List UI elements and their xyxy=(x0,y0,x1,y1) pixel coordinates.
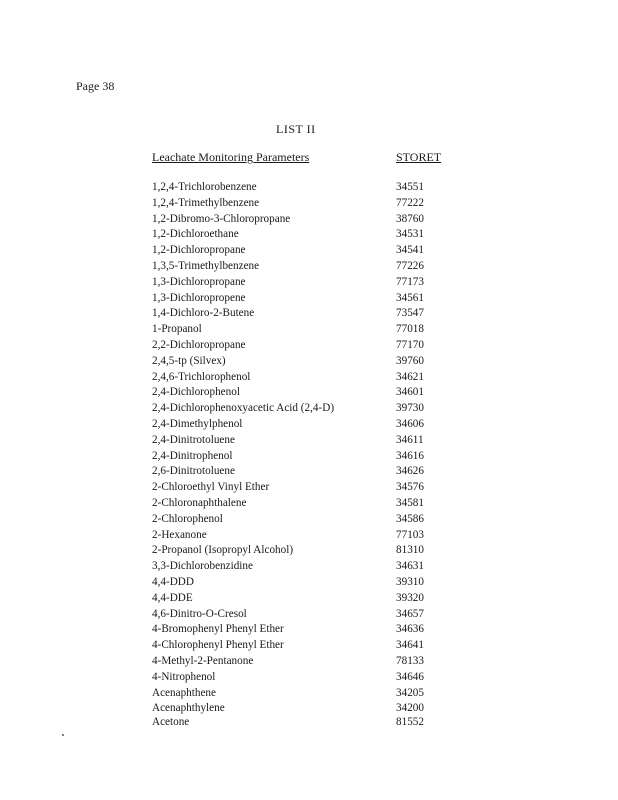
storet-code: 34581 xyxy=(396,496,424,509)
parameter-column-header: Leachate Monitoring Parameters xyxy=(152,150,310,164)
parameter-name: 2,4,5-tp (Silvex) xyxy=(152,354,226,367)
storet-code: 34576 xyxy=(396,481,424,494)
storet-code: 34631 xyxy=(396,560,424,573)
table-row xyxy=(0,196,618,212)
page-number: Page 38 xyxy=(76,79,115,93)
table-row xyxy=(0,212,618,228)
storet-code: 39320 xyxy=(396,591,424,604)
parameter-name: 2,2-Dichloropropane xyxy=(152,338,246,351)
table-row xyxy=(0,259,618,275)
table-row xyxy=(0,654,618,670)
parameter-name: 1-Propanol xyxy=(152,323,202,336)
table-row xyxy=(0,512,618,528)
storet-code: 34621 xyxy=(396,370,424,383)
parameter-name: 4-Bromophenyl Phenyl Ether xyxy=(152,623,284,636)
storet-code: 34200 xyxy=(396,702,424,715)
storet-code: 34641 xyxy=(396,639,424,652)
parameter-name: 1,4-Dichloro-2-Butene xyxy=(152,307,255,320)
scan-speck xyxy=(62,734,64,736)
table-row xyxy=(0,528,618,544)
table-row xyxy=(0,306,618,322)
storet-code: 81310 xyxy=(396,544,424,557)
parameter-name: Acenaphthylene xyxy=(152,702,225,715)
table-row xyxy=(0,370,618,386)
table-row xyxy=(0,401,618,417)
parameter-name: 1,2,4-Trimethylbenzene xyxy=(152,196,260,209)
parameter-name: 1,2-Dibromo-3-Chloropropane xyxy=(152,212,291,225)
table-row xyxy=(0,701,618,715)
table-row xyxy=(0,417,618,433)
table-row xyxy=(0,622,618,638)
parameter-name: 4-Methyl-2-Pentanone xyxy=(152,654,254,667)
storet-code: 78133 xyxy=(396,654,424,667)
parameter-name: 2-Chloronaphthalene xyxy=(152,496,247,509)
parameter-name: 1,2-Dichloropropane xyxy=(152,244,246,257)
storet-code: 34601 xyxy=(396,386,424,399)
storet-code: 39760 xyxy=(396,354,424,367)
storet-code: 34541 xyxy=(396,244,424,257)
storet-code: 34657 xyxy=(396,607,424,620)
parameter-name: 1,3-Dichloropropane xyxy=(152,275,246,288)
storet-code: 34551 xyxy=(396,181,424,193)
parameter-name: 4-Chlorophenyl Phenyl Ether xyxy=(152,639,284,652)
storet-code: 34531 xyxy=(396,228,424,241)
storet-column-header: STORET xyxy=(396,150,442,164)
table-row xyxy=(0,686,618,702)
parameter-name: 1,2,4-Trichlorobenzene xyxy=(152,181,257,193)
table-row xyxy=(0,275,618,291)
parameter-name: 3,3-Dichlorobenzidine xyxy=(152,560,253,573)
parameter-name: Acetone xyxy=(152,716,190,729)
table-row xyxy=(0,291,618,307)
storet-code: 34636 xyxy=(396,623,424,636)
parameter-name: 2-Propanol (Isopropyl Alcohol) xyxy=(152,544,294,557)
storet-code: 38760 xyxy=(396,212,424,225)
table-row xyxy=(0,607,618,623)
table-row xyxy=(0,480,618,496)
storet-code: 77018 xyxy=(396,323,424,336)
storet-code: 34561 xyxy=(396,291,424,304)
table-row xyxy=(0,322,618,338)
table-row xyxy=(0,464,618,480)
storet-code: 39730 xyxy=(396,402,424,415)
list-title: LIST II xyxy=(276,122,316,136)
table-row xyxy=(0,496,618,512)
parameter-name: Acenaphthene xyxy=(152,686,216,699)
parameter-name: 2,4-Dinitrophenol xyxy=(152,449,233,462)
storet-code: 77103 xyxy=(396,528,424,541)
parameter-name: 4-Nitrophenol xyxy=(152,670,216,683)
parameter-name: 1,3-Dichloropropene xyxy=(152,291,246,304)
table-row xyxy=(0,543,618,559)
storet-code: 34616 xyxy=(396,449,424,462)
storet-code: 34626 xyxy=(396,465,424,478)
table-row xyxy=(0,449,618,465)
table-row xyxy=(0,227,618,243)
storet-code: 73547 xyxy=(396,307,424,320)
parameter-list xyxy=(0,180,618,729)
storet-code: 81552 xyxy=(396,716,424,729)
table-row xyxy=(0,559,618,575)
parameter-name: 2,6-Dinitrotoluene xyxy=(152,465,235,478)
parameter-name: 2,4-Dinitrotoluene xyxy=(152,433,235,446)
storet-code: 34611 xyxy=(396,433,424,446)
parameter-name: 2,4-Dichlorophenoxyacetic Acid (2,4-D) xyxy=(152,402,335,415)
parameter-name: 4,4-DDD xyxy=(152,575,194,588)
storet-code: 34586 xyxy=(396,512,424,525)
storet-code: 77226 xyxy=(396,259,424,272)
parameter-name: 2-Chloroethyl Vinyl Ether xyxy=(152,481,270,494)
table-row xyxy=(0,243,618,259)
storet-code: 34646 xyxy=(396,670,424,683)
parameter-name: 2-Hexanone xyxy=(152,528,207,541)
storet-code: 77170 xyxy=(396,338,424,351)
table-row xyxy=(0,591,618,607)
table-row xyxy=(0,385,618,401)
storet-code: 77222 xyxy=(396,196,424,209)
storet-code: 39310 xyxy=(396,575,424,588)
storet-code: 34606 xyxy=(396,417,424,430)
storet-code: 77173 xyxy=(396,275,424,288)
table-row xyxy=(0,433,618,449)
parameter-name: 4,6-Dinitro-O-Cresol xyxy=(152,607,247,620)
parameter-name: 1,3,5-Trimethylbenzene xyxy=(152,259,260,272)
parameter-name: 2-Chlorophenol xyxy=(152,512,223,525)
table-row xyxy=(0,715,618,729)
parameter-name: 2,4-Dichlorophenol xyxy=(152,386,240,399)
storet-code: 34205 xyxy=(396,686,424,699)
parameter-name: 2,4,6-Trichlorophenol xyxy=(152,370,251,383)
table-row xyxy=(0,180,618,196)
parameter-name: 4,4-DDE xyxy=(152,591,193,604)
parameter-name: 1,2-Dichloroethane xyxy=(152,228,239,241)
table-row xyxy=(0,638,618,654)
parameter-name: 2,4-Dimethylphenol xyxy=(152,417,243,430)
table-row xyxy=(0,338,618,354)
table-row xyxy=(0,354,618,370)
table-row xyxy=(0,670,618,686)
table-row xyxy=(0,575,618,591)
